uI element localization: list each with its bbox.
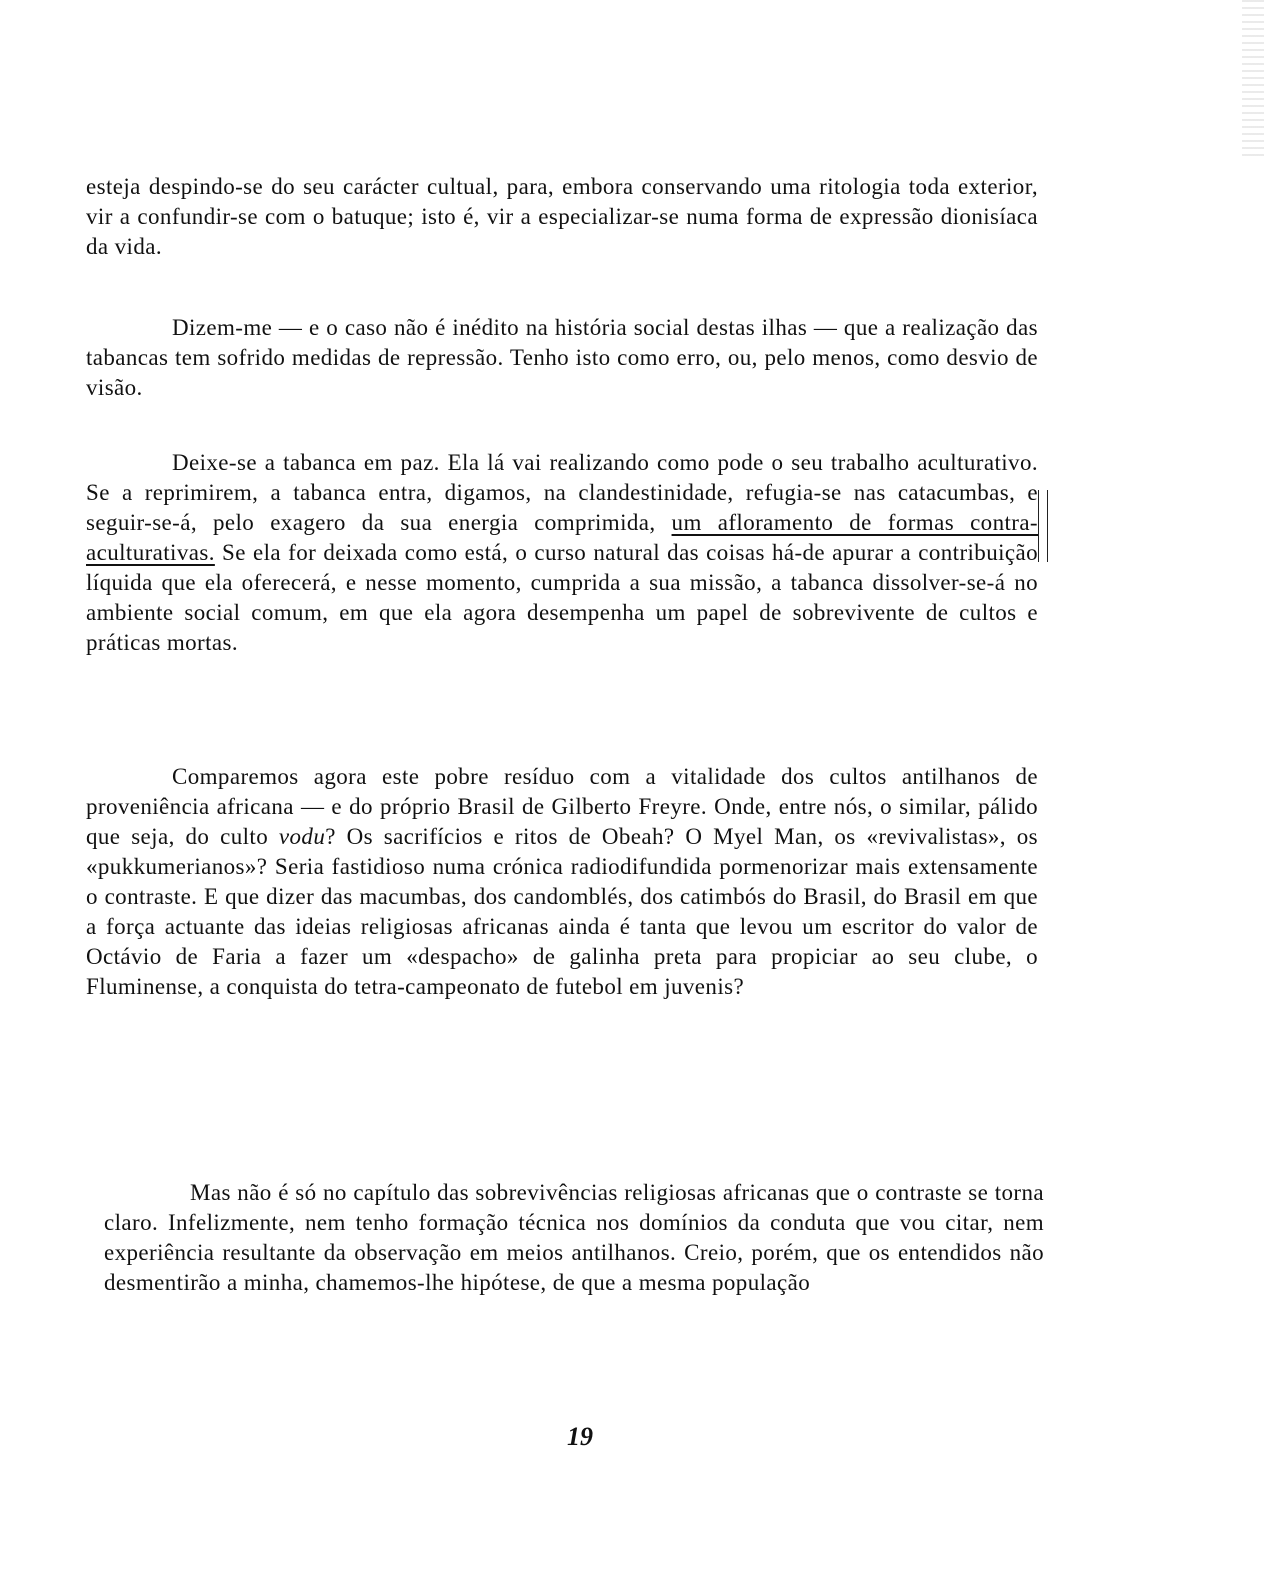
paragraph-5-text: Mas não é só no capítulo das sobrevivências religiosas africanas que o contraste se torna claro. Infelizmente, nem tenho formação técnica nos domínios da conduta que vou citar, nem experiência resultante da observação em meios antilhanos. Creio, porém, que os entendidos não desmentirão a minha, chamemos-lhe hipótese, de que a mesma população — [104, 1180, 1044, 1295]
margin-annotation-mark — [1038, 490, 1048, 562]
paragraph-4-text-after: ? Os sacrifícios e ritos de Obeah? O Myel Man, os «revivalistas», os «pukkumerianos»? Seria fastidioso numa crónica radiodifundida pormenorizar mais extensamente o contraste. E que dizer das macumbas, dos candomblés, dos catimbós do Brasil, do Brasil em que a força actuante das ideias religiosas africanas ainda é tanta que levou um escritor do valor de Octávio de Faria a fazer um «despacho» de galinha preta para propiciar ao seu clube, o Fluminense, a conquista do tetra-campeonato de futebol em juvenis? — [86, 824, 1038, 999]
underlined-phrase: um afloramento de formas contra-aculturativas. — [86, 510, 1038, 565]
paragraph-3 — [86, 448, 1038, 658]
italic-word: vodu — [278, 824, 326, 849]
scan-edge-noise — [1242, 0, 1264, 160]
paragraph-3-text-after: Se ela for deixada como está, o curso natural das coisas há-de apurar a contribuição líquida que ela oferecerá, e nesse momento, cumprida a sua missão, a tabanca dissolver-se-á no ambiente social comum, em que ela agora desempenha um papel de sobrevivente de cultos e práticas mortas. — [86, 540, 1038, 655]
paragraph-1-text: esteja despindo-se do seu carácter cultual, para, embora conservando uma ritologia toda exterior, vir a confundir-se com o batuque; isto é, vir a especializar-se numa forma de expressão dionisíaca da vida. — [86, 174, 1038, 259]
paragraph-4-text-before: Comparemos agora este pobre resíduo com a vitalidade dos cultos antilhanos de proveniência africana — e do próprio Brasil de Gilberto Freyre. Onde, entre nós, o similar, pálido que seja, do culto — [86, 764, 1038, 849]
paragraph-2-text: Dizem-me — e o caso não é inédito na história social destas ilhas — que a realização das tabancas tem sofrido medidas de repressão. Tenho isto como erro, ou, pelo menos, como desvio de visão. — [86, 315, 1038, 400]
page-number: 19 — [567, 1422, 593, 1451]
paragraph-4 — [86, 762, 1038, 1002]
paragraph-2 — [86, 313, 1038, 403]
paragraph-5 — [104, 1178, 1044, 1298]
paragraph-3-text-before: Deixe-se a tabanca em paz. Ela lá vai realizando como pode o seu trabalho aculturativo. Se a reprimirem, a tabanca entra, digamos, na clandestinidade, refugia-se nas catacumbas, e seguir-se-á, pelo exagero da sua energia comprimida, — [86, 450, 1038, 535]
paragraph-1 — [86, 172, 1038, 262]
